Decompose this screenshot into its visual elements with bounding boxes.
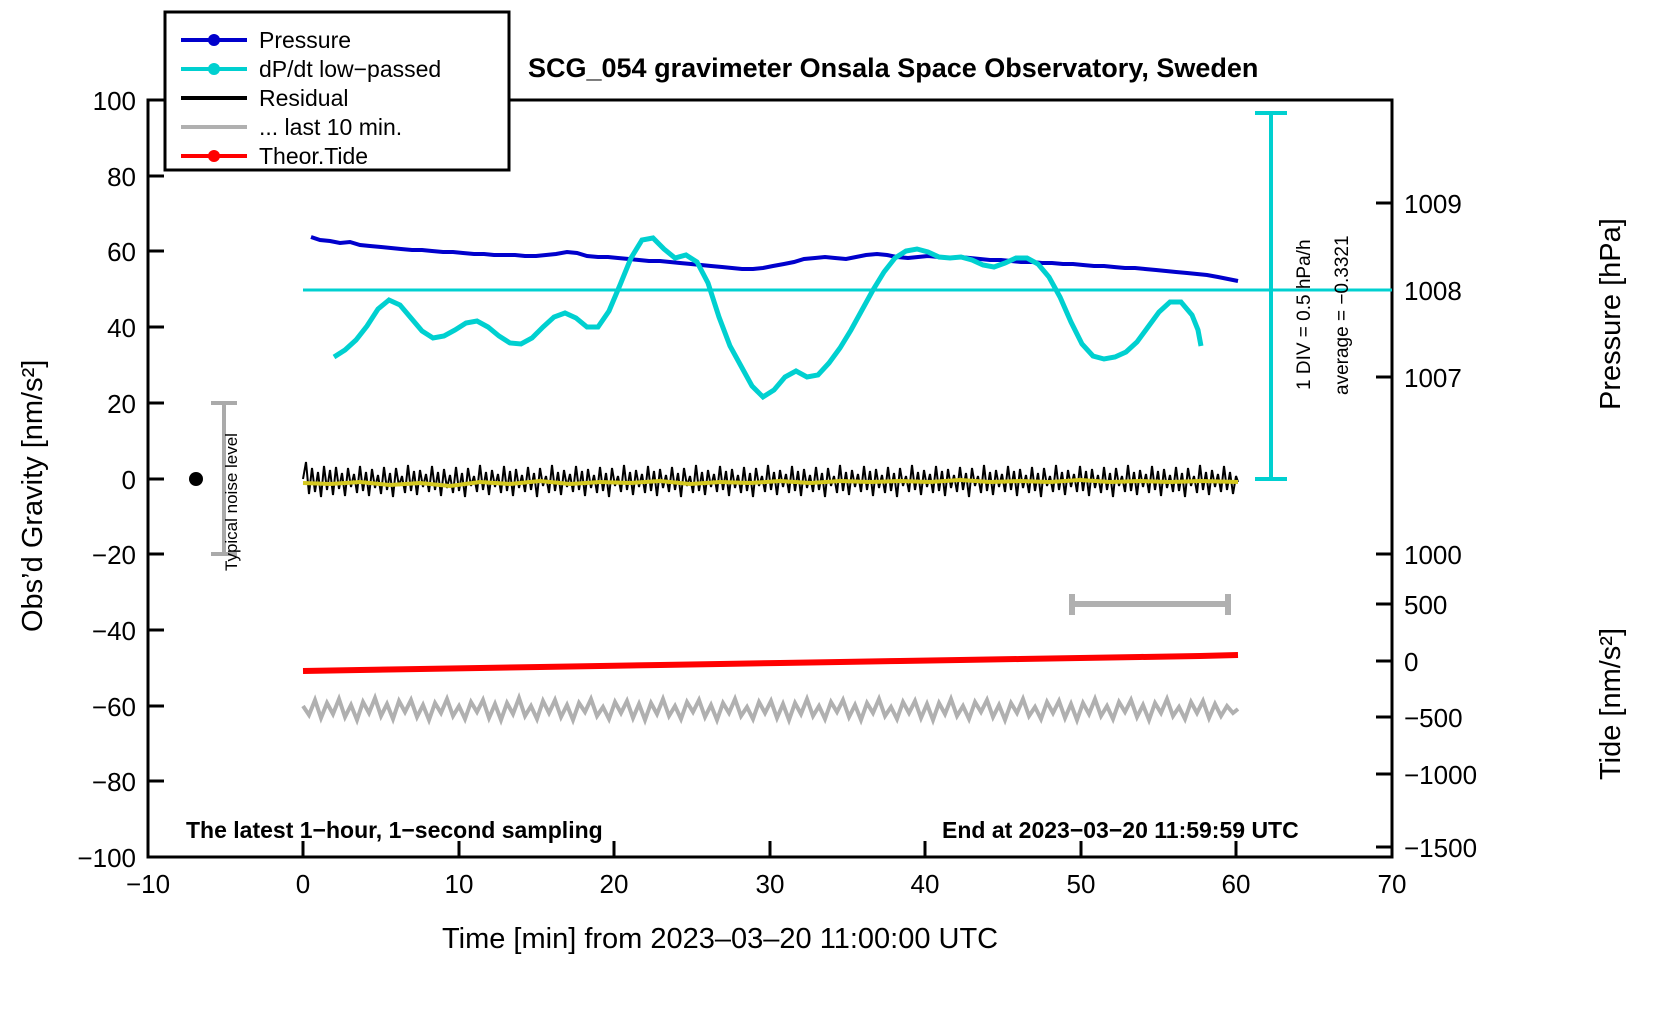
legend-label-residual: Residual [259, 85, 349, 111]
svg-text:−10: −10 [125, 869, 171, 899]
svg-text:60: 60 [107, 237, 136, 267]
y-axis-ticks-right-tide [1376, 554, 1392, 847]
x-axis-ticks [148, 841, 1392, 857]
svg-text:0: 0 [121, 465, 136, 495]
svg-text:40: 40 [910, 869, 940, 899]
svg-text:80: 80 [107, 162, 136, 192]
legend-label-dpdt: dP/dt low−passed [259, 56, 442, 82]
series-pressure [311, 237, 1238, 281]
svg-text:−500: −500 [1404, 703, 1463, 733]
legend-label-pressure: Pressure [259, 27, 352, 53]
y-tick-labels-right-tide [1404, 540, 1477, 863]
svg-text:−60: −60 [91, 692, 136, 722]
svg-text:−1000: −1000 [1404, 760, 1478, 790]
x-tick-labels [126, 869, 1407, 899]
div-label: 1 DIV = 0.5 hPa/h [1294, 239, 1315, 390]
svg-text:60: 60 [1221, 869, 1251, 899]
svg-text:−1500: −1500 [1404, 833, 1478, 863]
series-last-10min [303, 698, 1238, 720]
svg-text:500: 500 [1404, 590, 1448, 620]
svg-text:1000: 1000 [1404, 540, 1462, 570]
svg-text:−80: −80 [91, 767, 136, 797]
svg-text:1007: 1007 [1404, 363, 1462, 393]
svg-text:−100: −100 [77, 843, 136, 873]
chart-title: SCG_054 gravimeter Onsala Space Observatory, Sweden [528, 53, 1259, 83]
div-scale-bar [1255, 113, 1287, 479]
y-axis-label-right-pressure: Pressure [hPa] [1595, 218, 1627, 410]
svg-text:70: 70 [1377, 869, 1407, 899]
average-label: average = −0.3321 [1332, 235, 1353, 395]
svg-text:50: 50 [1066, 869, 1096, 899]
y-tick-labels-right-pressure [1404, 189, 1462, 393]
svg-text:20: 20 [107, 389, 136, 419]
y-axis-label-right-tide: Tide [nm/s²] [1595, 627, 1627, 780]
legend-label-theortide: Theor.Tide [259, 143, 369, 169]
svg-text:40: 40 [107, 313, 136, 343]
y-axis-label: Obs’d Gravity [nm/s²] [17, 359, 49, 632]
series-theor-tide [303, 655, 1238, 671]
series-dpdt [334, 238, 1201, 397]
x-axis-label: Time [min] from 2023–03–20 11:00:00 UTC [442, 923, 999, 955]
svg-text:0: 0 [295, 869, 311, 899]
svg-text:20: 20 [599, 869, 629, 899]
svg-text:0: 0 [1404, 647, 1419, 677]
svg-text:−20: −20 [91, 540, 136, 570]
y-tick-labels-left [77, 86, 136, 873]
svg-text:1009: 1009 [1404, 189, 1462, 219]
svg-text:100: 100 [92, 86, 136, 116]
svg-text:10: 10 [444, 869, 474, 899]
annotation-bottom-left: The latest 1−hour, 1−second sampling [186, 817, 603, 843]
legend-label-last10: ... last 10 min. [259, 114, 403, 140]
svg-text:1008: 1008 [1404, 276, 1462, 306]
last-10min-marker [1072, 594, 1228, 615]
noise-level-label: Typical noise level [222, 433, 241, 571]
annotation-bottom-right: End at 2023−03−20 11:59:59 UTC [942, 817, 1299, 843]
y-axis-ticks-left [148, 100, 164, 857]
noise-level-dot [189, 472, 203, 486]
svg-text:−40: −40 [91, 616, 136, 646]
svg-text:30: 30 [755, 869, 785, 899]
